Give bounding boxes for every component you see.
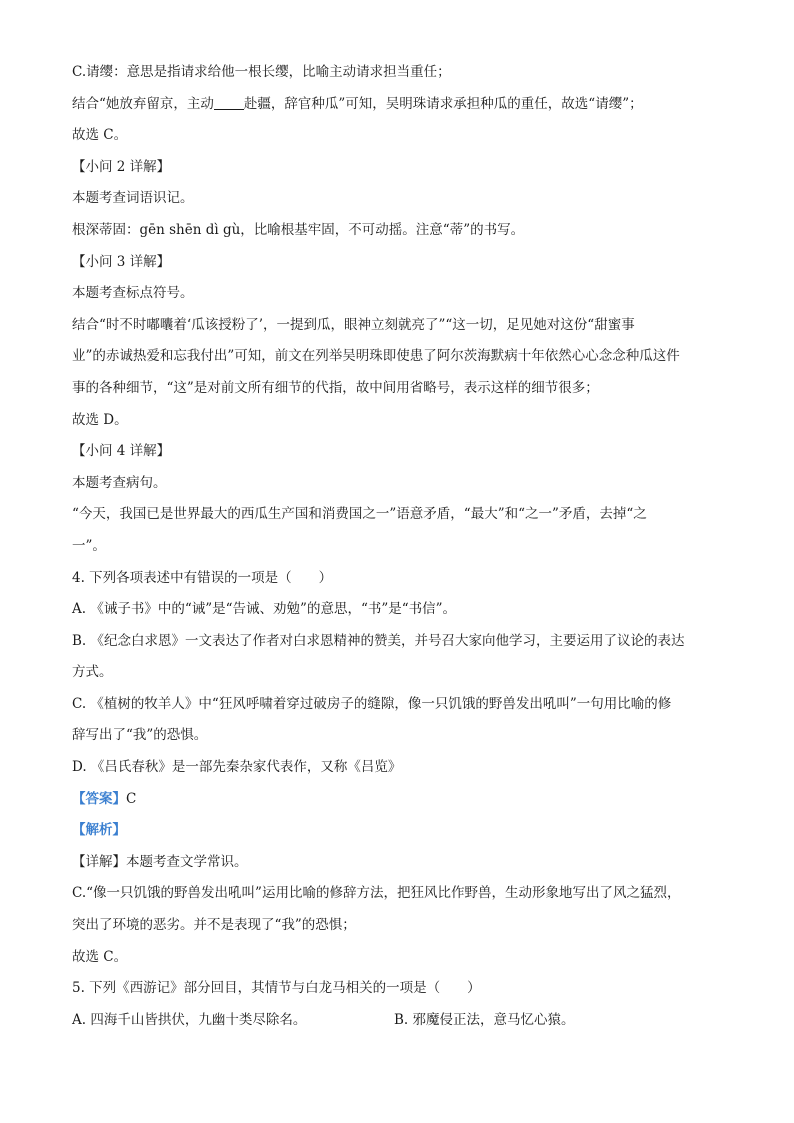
text-line: 【详解】本题考查文学常识。 bbox=[72, 853, 248, 870]
question-stem: 4. 下列各项表述中有错误的一项是（ ） bbox=[72, 569, 333, 586]
analysis-line bbox=[72, 820, 732, 840]
text-line: 故选 C。 bbox=[72, 948, 128, 965]
text-line: 结合“时不时嘟囔着‘瓜该授粉了’，一提到瓜，眼神立刻就亮了”“这一切，足见她对这份“甜蜜事 bbox=[72, 316, 635, 333]
text-line bbox=[72, 94, 732, 114]
text-line: 方式。 bbox=[72, 664, 113, 681]
section-heading: 【小问 4 详解】 bbox=[72, 443, 171, 460]
text-line: C.“像一只饥饿的野兽发出吼叫”运用比喻的修辞方法，把狂风比作野兽，生动形象地写出了风之猛烈， bbox=[72, 885, 681, 902]
text-line: 一”。 bbox=[72, 537, 106, 554]
answer-label: 【答案】 bbox=[72, 790, 126, 807]
answer-value: C bbox=[126, 790, 137, 807]
text-line: 事的各种细节，“这”是对前文所有细节的代指，故中间用省略号，表示这样的细节很多； bbox=[72, 379, 599, 396]
text-line: 根深蒂固：gēn shēn dì gù，比喻根基牢固，不可动摇。注意“蒂”的书写。 bbox=[72, 221, 525, 238]
answer-line bbox=[72, 789, 732, 809]
option-a: A. 四海千山皆拱伏，九幽十类尽除名。 bbox=[72, 1011, 307, 1028]
text-line: 突出了环境的恶劣。并不是表现了“我”的恐惧； bbox=[72, 917, 356, 934]
text-segment: 赴疆，辞官种瓜”可知，吴明珠请求承担种瓜的重任，故选“请缨”； bbox=[243, 95, 643, 112]
question-stem: 5. 下列《西游记》部分回目，其情节与白龙马相关的一项是（ ） bbox=[72, 980, 481, 997]
fill-blank bbox=[214, 95, 244, 110]
text-line: 故选 C。 bbox=[72, 127, 128, 144]
option-a: A. 《诫子书》中的“诫”是“告诫、劝勉”的意思，“书”是“书信”。 bbox=[72, 601, 457, 618]
text-line: “今天，我国已是世界最大的西瓜生产国和消费国之一”语意矛盾，“最大”和“之一”矛盾，去掉“之 bbox=[72, 506, 647, 523]
text-segment: 结合“她放弃留京，主动 bbox=[72, 95, 214, 112]
section-heading: 【小问 3 详解】 bbox=[72, 253, 171, 270]
text-line: 本题考查词语识记。 bbox=[72, 190, 194, 207]
option-b: B. 邪魔侵正法，意马忆心猿。 bbox=[394, 1011, 575, 1028]
text-line: 本题考查病句。 bbox=[72, 474, 167, 491]
analysis-label: 【解析】 bbox=[72, 822, 126, 839]
option-c: C. 《植树的牧羊人》中“狂风呼啸着穿过破房子的缝隙，像一只饥饿的野兽发出吼叫”一句用比喻的修 bbox=[72, 695, 672, 712]
options-row bbox=[72, 1010, 732, 1030]
text-line: C.请缨：意思是指请求给他一根长缨，比喻主动请求担当重任； bbox=[72, 64, 451, 80]
document-page bbox=[72, 62, 732, 1041]
option-b: B. 《纪念白求恩》一文表达了作者对白求恩精神的赞美，并号召大家向他学习，主要运用了议论的表达 bbox=[72, 632, 685, 649]
text-line: 辞写出了“我”的恐惧。 bbox=[72, 727, 208, 744]
option-d: D. 《吕氏春秋》是一部先秦杂家代表作，又称《吕览》 bbox=[72, 759, 402, 776]
section-heading: 【小问 2 详解】 bbox=[72, 158, 171, 175]
text-line: 本题考查标点符号。 bbox=[72, 285, 194, 302]
text-line: 业”的赤诚热爱和忘我付出”可知，前文在列举吴明珠即使患了阿尔茨海默病十年依然心心念念种瓜这件 bbox=[72, 348, 680, 365]
text-line: 故选 D。 bbox=[72, 411, 128, 428]
